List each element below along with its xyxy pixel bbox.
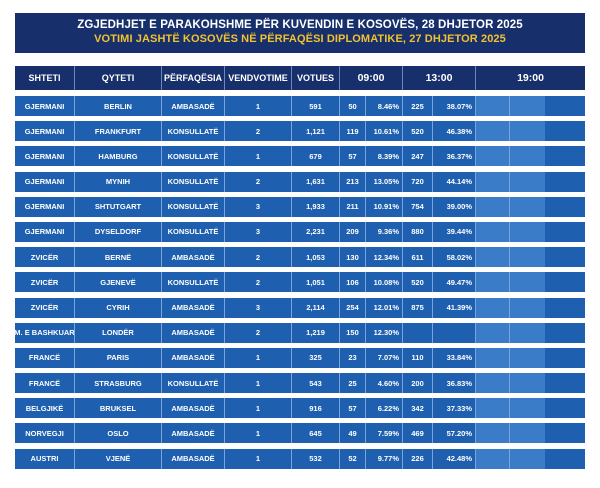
cell-qyteti: BERLIN <box>75 96 162 116</box>
cell-votes-1300: 520 <box>403 272 433 292</box>
cell-pct-1900 <box>510 398 545 418</box>
cell-votes-1300 <box>403 323 433 343</box>
table-row <box>15 247 585 267</box>
cell-shteti: GJERMANI <box>15 172 75 192</box>
cell-votes-0900: 50 <box>340 96 366 116</box>
title-line-1: ZGJEDHJET E PARAKOHSHME PËR KUVENDIN E KOSOVËS, 28 DHJETOR 2025 <box>77 19 523 31</box>
cell-votes-0900: 209 <box>340 222 366 242</box>
cell-votues: 1,051 <box>292 272 340 292</box>
cell-votes-0900: 57 <box>340 146 366 166</box>
cell-shteti: BELGJIKË <box>15 398 75 418</box>
title-banner <box>15 13 585 53</box>
cell-shteti: GJERMANI <box>15 96 75 116</box>
cell-perfaqesia: AMBASADË <box>162 298 225 318</box>
header-perfaqesia: PËRFAQËSIA <box>162 66 225 90</box>
cell-votues: 679 <box>292 146 340 166</box>
cell-qyteti: FRANKFURT <box>75 121 162 141</box>
table-row <box>15 146 585 166</box>
cell-pct-0900: 6.22% <box>366 398 403 418</box>
table-row <box>15 298 585 318</box>
cell-vendvotime: 2 <box>225 121 292 141</box>
cell-qyteti: MYNIH <box>75 172 162 192</box>
cell-qyteti: CYRIH <box>75 298 162 318</box>
cell-votues: 325 <box>292 348 340 368</box>
cell-votes-1900 <box>476 247 510 267</box>
cell-pct-0900: 10.08% <box>366 272 403 292</box>
table-body <box>15 96 585 474</box>
cell-votes-0900: 211 <box>340 197 366 217</box>
header-shteti: SHTETI <box>15 66 75 90</box>
cell-pct-1900 <box>510 197 545 217</box>
cell-pct-1300: 41.39% <box>433 298 476 318</box>
cell-vendvotime: 1 <box>225 348 292 368</box>
cell-pct-1900 <box>510 449 545 469</box>
cell-pct-1900 <box>510 348 545 368</box>
cell-votes-1900 <box>476 272 510 292</box>
cell-pct-0900: 12.30% <box>366 323 403 343</box>
cell-qyteti: GJENEVË <box>75 272 162 292</box>
cell-votes-0900: 57 <box>340 398 366 418</box>
table-row <box>15 96 585 116</box>
cell-shteti: FRANCË <box>15 373 75 393</box>
cell-qyteti: VJENË <box>75 449 162 469</box>
cell-perfaqesia: AMBASADË <box>162 423 225 443</box>
cell-votes-1300: 754 <box>403 197 433 217</box>
cell-votes-1900 <box>476 298 510 318</box>
table-row <box>15 197 585 217</box>
cell-votes-1300: 875 <box>403 298 433 318</box>
cell-perfaqesia: AMBASADË <box>162 398 225 418</box>
cell-pct-1300: 58.02% <box>433 247 476 267</box>
cell-votes-1900 <box>476 449 510 469</box>
cell-pct-1900 <box>510 298 545 318</box>
cell-shteti: GJERMANI <box>15 121 75 141</box>
cell-votues: 1,053 <box>292 247 340 267</box>
cell-pct-0900: 8.39% <box>366 146 403 166</box>
cell-perfaqesia: AMBASADË <box>162 348 225 368</box>
cell-pct-1300: 33.84% <box>433 348 476 368</box>
cell-votues: 1,933 <box>292 197 340 217</box>
cell-votes-0900: 254 <box>340 298 366 318</box>
cell-votes-1300: 720 <box>403 172 433 192</box>
table-row <box>15 272 585 292</box>
cell-vendvotime: 2 <box>225 172 292 192</box>
cell-votes-1900 <box>476 348 510 368</box>
cell-votes-1300: 200 <box>403 373 433 393</box>
cell-votes-0900: 130 <box>340 247 366 267</box>
cell-votes-0900: 213 <box>340 172 366 192</box>
cell-vendvotime: 3 <box>225 222 292 242</box>
cell-votes-0900: 106 <box>340 272 366 292</box>
cell-perfaqesia: KONSULLATË <box>162 222 225 242</box>
cell-votes-1300: 226 <box>403 449 433 469</box>
cell-pct-1300: 37.33% <box>433 398 476 418</box>
cell-pct-1900 <box>510 323 545 343</box>
cell-votes-1900 <box>476 222 510 242</box>
cell-perfaqesia: AMBASADË <box>162 247 225 267</box>
cell-votues: 591 <box>292 96 340 116</box>
cell-vendvotime: 1 <box>225 146 292 166</box>
cell-votues: 543 <box>292 373 340 393</box>
cell-pct-1300: 42.48% <box>433 449 476 469</box>
cell-vendvotime: 2 <box>225 272 292 292</box>
cell-votes-1300: 880 <box>403 222 433 242</box>
cell-votes-1300: 110 <box>403 348 433 368</box>
table-row <box>15 172 585 192</box>
table-row <box>15 121 585 141</box>
cell-pct-1900 <box>510 247 545 267</box>
cell-pct-1300: 36.83% <box>433 373 476 393</box>
title-line-2: VOTIMI JASHTË KOSOVËS NË PËRFAQËSI DIPLOMATIKE, 27 DHJETOR 2025 <box>94 33 506 45</box>
header-votues: VOTUES <box>292 66 340 90</box>
cell-perfaqesia: KONSULLATË <box>162 373 225 393</box>
cell-votues: 2,231 <box>292 222 340 242</box>
cell-pct-1900 <box>510 121 545 141</box>
cell-shteti: GJERMANI <box>15 146 75 166</box>
cell-vendvotime: 1 <box>225 398 292 418</box>
cell-pct-0900: 9.36% <box>366 222 403 242</box>
cell-qyteti: DYSELDORF <box>75 222 162 242</box>
cell-pct-1900 <box>510 373 545 393</box>
cell-perfaqesia: KONSULLATË <box>162 272 225 292</box>
cell-pct-0900: 10.91% <box>366 197 403 217</box>
cell-votes-1300: 342 <box>403 398 433 418</box>
cell-pct-0900: 8.46% <box>366 96 403 116</box>
cell-perfaqesia: AMBASADË <box>162 449 225 469</box>
cell-pct-1300 <box>433 323 476 343</box>
cell-qyteti: SHTUTGART <box>75 197 162 217</box>
cell-qyteti: BERNË <box>75 247 162 267</box>
cell-pct-1300: 49.47% <box>433 272 476 292</box>
cell-shteti: NORVEGJI <box>15 423 75 443</box>
cell-pct-1300: 39.00% <box>433 197 476 217</box>
cell-perfaqesia: AMBASADË <box>162 96 225 116</box>
cell-pct-0900: 10.61% <box>366 121 403 141</box>
cell-votes-0900: 23 <box>340 348 366 368</box>
cell-votes-1300: 520 <box>403 121 433 141</box>
cell-qyteti: HAMBURG <box>75 146 162 166</box>
cell-pct-0900: 9.77% <box>366 449 403 469</box>
cell-shteti: FRANCË <box>15 348 75 368</box>
cell-pct-1900 <box>510 272 545 292</box>
cell-vendvotime: 1 <box>225 449 292 469</box>
table-row <box>15 348 585 368</box>
header-time-0900: 09:00 <box>340 66 403 90</box>
cell-votes-1900 <box>476 373 510 393</box>
cell-pct-1300: 46.38% <box>433 121 476 141</box>
table-row <box>15 323 585 343</box>
header-time-1300: 13:00 <box>403 66 476 90</box>
cell-votues: 2,114 <box>292 298 340 318</box>
cell-pct-0900: 7.07% <box>366 348 403 368</box>
table-row <box>15 373 585 393</box>
table-row <box>15 398 585 418</box>
cell-pct-1900 <box>510 172 545 192</box>
cell-perfaqesia: AMBASADË <box>162 323 225 343</box>
cell-pct-0900: 12.01% <box>366 298 403 318</box>
cell-pct-1900 <box>510 96 545 116</box>
cell-votes-1900 <box>476 172 510 192</box>
cell-pct-1300: 44.14% <box>433 172 476 192</box>
cell-pct-1300: 39.44% <box>433 222 476 242</box>
header-vendvotime: VENDVOTIME <box>225 66 292 90</box>
cell-votues: 1,121 <box>292 121 340 141</box>
cell-shteti: GJERMANI <box>15 222 75 242</box>
cell-perfaqesia: KONSULLATË <box>162 146 225 166</box>
cell-votes-1300: 611 <box>403 247 433 267</box>
cell-shteti: ZVICËR <box>15 247 75 267</box>
cell-shteti: ZVICËR <box>15 298 75 318</box>
cell-shteti: ZVICËR <box>15 272 75 292</box>
cell-perfaqesia: KONSULLATË <box>162 197 225 217</box>
cell-pct-0900: 4.60% <box>366 373 403 393</box>
cell-perfaqesia: KONSULLATË <box>162 172 225 192</box>
cell-shteti: AUSTRI <box>15 449 75 469</box>
cell-pct-0900: 13.05% <box>366 172 403 192</box>
cell-pct-1900 <box>510 146 545 166</box>
cell-vendvotime: 1 <box>225 373 292 393</box>
cell-votes-1900 <box>476 121 510 141</box>
cell-votes-1300: 469 <box>403 423 433 443</box>
cell-shteti: GJERMANI <box>15 197 75 217</box>
cell-votes-0900: 150 <box>340 323 366 343</box>
cell-qyteti: PARIS <box>75 348 162 368</box>
cell-pct-0900: 12.34% <box>366 247 403 267</box>
cell-votes-1900 <box>476 398 510 418</box>
cell-pct-1900 <box>510 222 545 242</box>
cell-votes-1900 <box>476 423 510 443</box>
cell-votues: 1,631 <box>292 172 340 192</box>
cell-votues: 916 <box>292 398 340 418</box>
table-row <box>15 222 585 242</box>
cell-pct-0900: 7.59% <box>366 423 403 443</box>
cell-pct-1300: 57.20% <box>433 423 476 443</box>
cell-vendvotime: 3 <box>225 197 292 217</box>
cell-votes-1900 <box>476 146 510 166</box>
cell-votes-1900 <box>476 197 510 217</box>
cell-vendvotime: 2 <box>225 323 292 343</box>
cell-qyteti: BRUKSEL <box>75 398 162 418</box>
cell-votes-0900: 49 <box>340 423 366 443</box>
cell-shteti: M. E BASHKUAR <box>15 323 75 343</box>
cell-vendvotime: 1 <box>225 96 292 116</box>
cell-vendvotime: 3 <box>225 298 292 318</box>
cell-votes-0900: 52 <box>340 449 366 469</box>
cell-pct-1300: 38.07% <box>433 96 476 116</box>
cell-votes-0900: 119 <box>340 121 366 141</box>
cell-vendvotime: 1 <box>225 423 292 443</box>
cell-votues: 1,219 <box>292 323 340 343</box>
cell-perfaqesia: KONSULLATË <box>162 121 225 141</box>
cell-votues: 532 <box>292 449 340 469</box>
header-qyteti: QYTETI <box>75 66 162 90</box>
table-row <box>15 423 585 443</box>
cell-pct-1300: 36.37% <box>433 146 476 166</box>
cell-votes-0900: 25 <box>340 373 366 393</box>
header-time-1900: 19:00 <box>476 66 585 90</box>
cell-qyteti: OSLO <box>75 423 162 443</box>
cell-votes-1300: 247 <box>403 146 433 166</box>
cell-votes-1900 <box>476 96 510 116</box>
cell-votes-1900 <box>476 323 510 343</box>
cell-votues: 645 <box>292 423 340 443</box>
cell-vendvotime: 2 <box>225 247 292 267</box>
cell-qyteti: STRASBURG <box>75 373 162 393</box>
cell-qyteti: LONDËR <box>75 323 162 343</box>
table-header <box>15 66 585 90</box>
cell-pct-1900 <box>510 423 545 443</box>
cell-votes-1300: 225 <box>403 96 433 116</box>
table-row <box>15 449 585 469</box>
